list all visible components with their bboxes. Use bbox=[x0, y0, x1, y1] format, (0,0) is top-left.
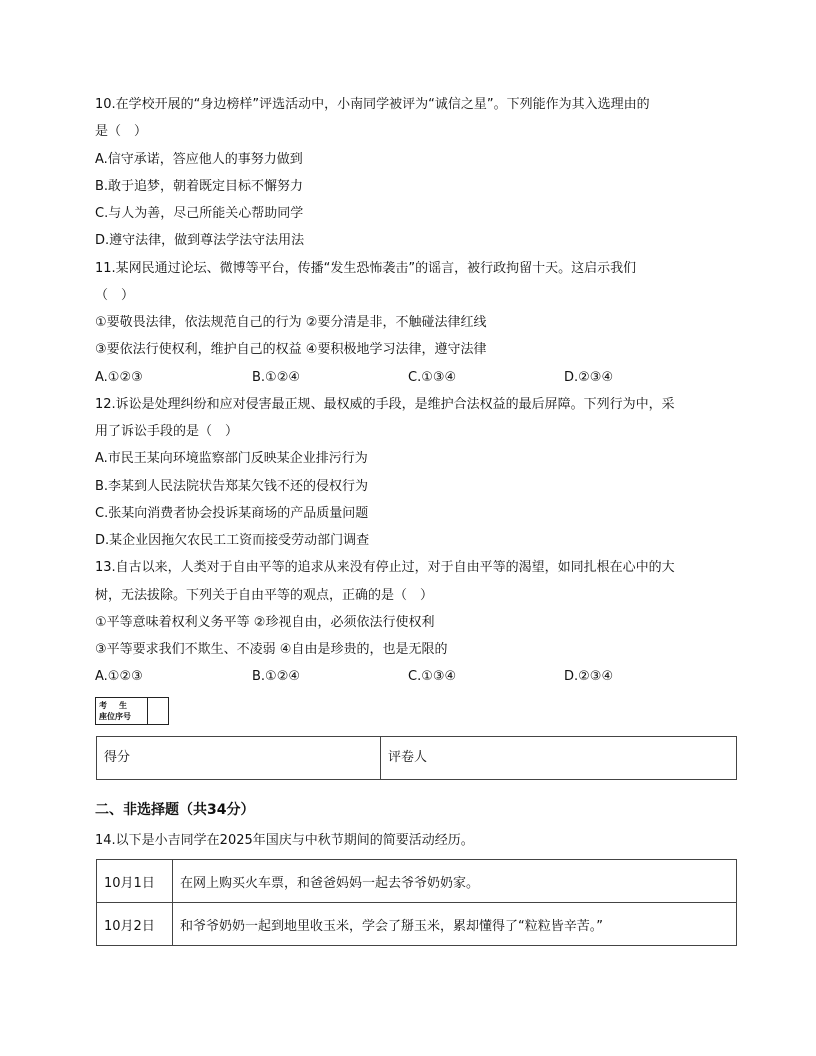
section-title: 二、非选择题（共34分） bbox=[95, 802, 255, 818]
activity-table bbox=[96, 859, 737, 946]
seat-number-box bbox=[95, 697, 169, 725]
score-cell[interactable]: 得分 bbox=[97, 737, 381, 780]
q13-stem-line1: 13.自古以来，人类对于自由平等的追求从来没有停止过，对于自由平等的渴望，如同扎根在心中的大 bbox=[95, 560, 675, 575]
table-row bbox=[97, 903, 737, 946]
q10-option-b: B.敢于追梦，朝着既定目标不懈努力 bbox=[95, 179, 304, 194]
q13-option-a: A.①②③ bbox=[95, 669, 143, 684]
activity-date: 10月2日 bbox=[97, 903, 173, 946]
q11-stem-line1: 11.某网民通过论坛、微博等平台，传播“发生恐怖袭击”的谣言，被行政拘留十天。这启示我们 bbox=[95, 261, 637, 276]
q13-option-d: D.②③④ bbox=[564, 669, 614, 684]
seat-label-line2: 座位序号 bbox=[99, 712, 131, 721]
q13-options bbox=[95, 668, 735, 686]
q11-items-line1: ①要敬畏法律，依法规范自己的行为 ②要分清是非，不触碰法律红线 bbox=[95, 315, 487, 330]
q13-option-c: C.①③④ bbox=[408, 669, 457, 684]
q12-option-a: A.市民王某向环境监察部门反映某企业排污行为 bbox=[95, 451, 368, 466]
score-row bbox=[97, 737, 737, 780]
q12-option-b: B.李某到人民法院状告郑某欠钱不还的侵权行为 bbox=[95, 479, 369, 494]
q13-option-b: B.①②④ bbox=[252, 669, 301, 684]
q13-items-line1: ①平等意味着权利义务平等 ②珍视自由，必须依法行使权利 bbox=[95, 615, 435, 630]
q11-stem-line2: （ ） bbox=[95, 288, 135, 303]
q11-options bbox=[95, 369, 735, 387]
grader-cell[interactable]: 评卷人 bbox=[381, 737, 737, 780]
q11-option-b: B.①②④ bbox=[252, 370, 301, 385]
score-table bbox=[96, 736, 737, 780]
q12-stem-line1: 12.诉讼是处理纠纷和应对侵害最正规、最权威的手段，是维护合法权益的最后屏障。下列行为中，采 bbox=[95, 397, 675, 412]
activity-date: 10月1日 bbox=[97, 860, 173, 903]
q11-option-c: C.①③④ bbox=[408, 370, 457, 385]
q13-stem-line2: 树，无法拔除。下列关于自由平等的观点，正确的是（ ） bbox=[95, 588, 434, 603]
q10-option-d: D.遵守法律，做到尊法学法守法用法 bbox=[95, 233, 305, 248]
seat-label-line1: 考生 bbox=[99, 701, 139, 710]
q14-stem: 14.以下是小吉同学在2025年国庆与中秋节期间的简要活动经历。 bbox=[95, 833, 474, 848]
activity-text: 和爷爷奶奶一起到地里收玉米，学会了掰玉米，累却懂得了“粒粒皆辛苦。” bbox=[173, 903, 737, 946]
q11-items-line2: ③要依法行使权利，维护自己的权益 ④要积极地学习法律，遵守法律 bbox=[95, 342, 487, 357]
q12-option-d: D.某企业因拖欠农民工工资而接受劳动部门调查 bbox=[95, 533, 370, 548]
q11-option-d: D.②③④ bbox=[564, 370, 614, 385]
table-row bbox=[97, 860, 737, 903]
q13-items-line2: ③平等要求我们不欺生、不凌弱 ④自由是珍贵的，也是无限的 bbox=[95, 642, 448, 657]
q10-option-c: C.与人为善，尽己所能关心帮助同学 bbox=[95, 206, 304, 221]
q10-option-a: A.信守承诺，答应他人的事努力做到 bbox=[95, 152, 303, 167]
q10-stem-line2: 是（ ） bbox=[95, 124, 148, 139]
q12-stem-line2: 用了诉讼手段的是（ ） bbox=[95, 424, 239, 439]
q12-option-c: C.张某向消费者协会投诉某商场的产品质量问题 bbox=[95, 506, 369, 521]
seat-number-label bbox=[96, 698, 148, 724]
seat-number-blank[interactable] bbox=[148, 698, 168, 724]
activity-text: 在网上购买火车票，和爸爸妈妈一起去爷爷奶奶家。 bbox=[173, 860, 737, 903]
q11-option-a: A.①②③ bbox=[95, 370, 143, 385]
q10-stem-line1: 10.在学校开展的“身边榜样”评选活动中，小南同学被评为“诚信之星”。下列能作为其入选理由的 bbox=[95, 97, 650, 112]
